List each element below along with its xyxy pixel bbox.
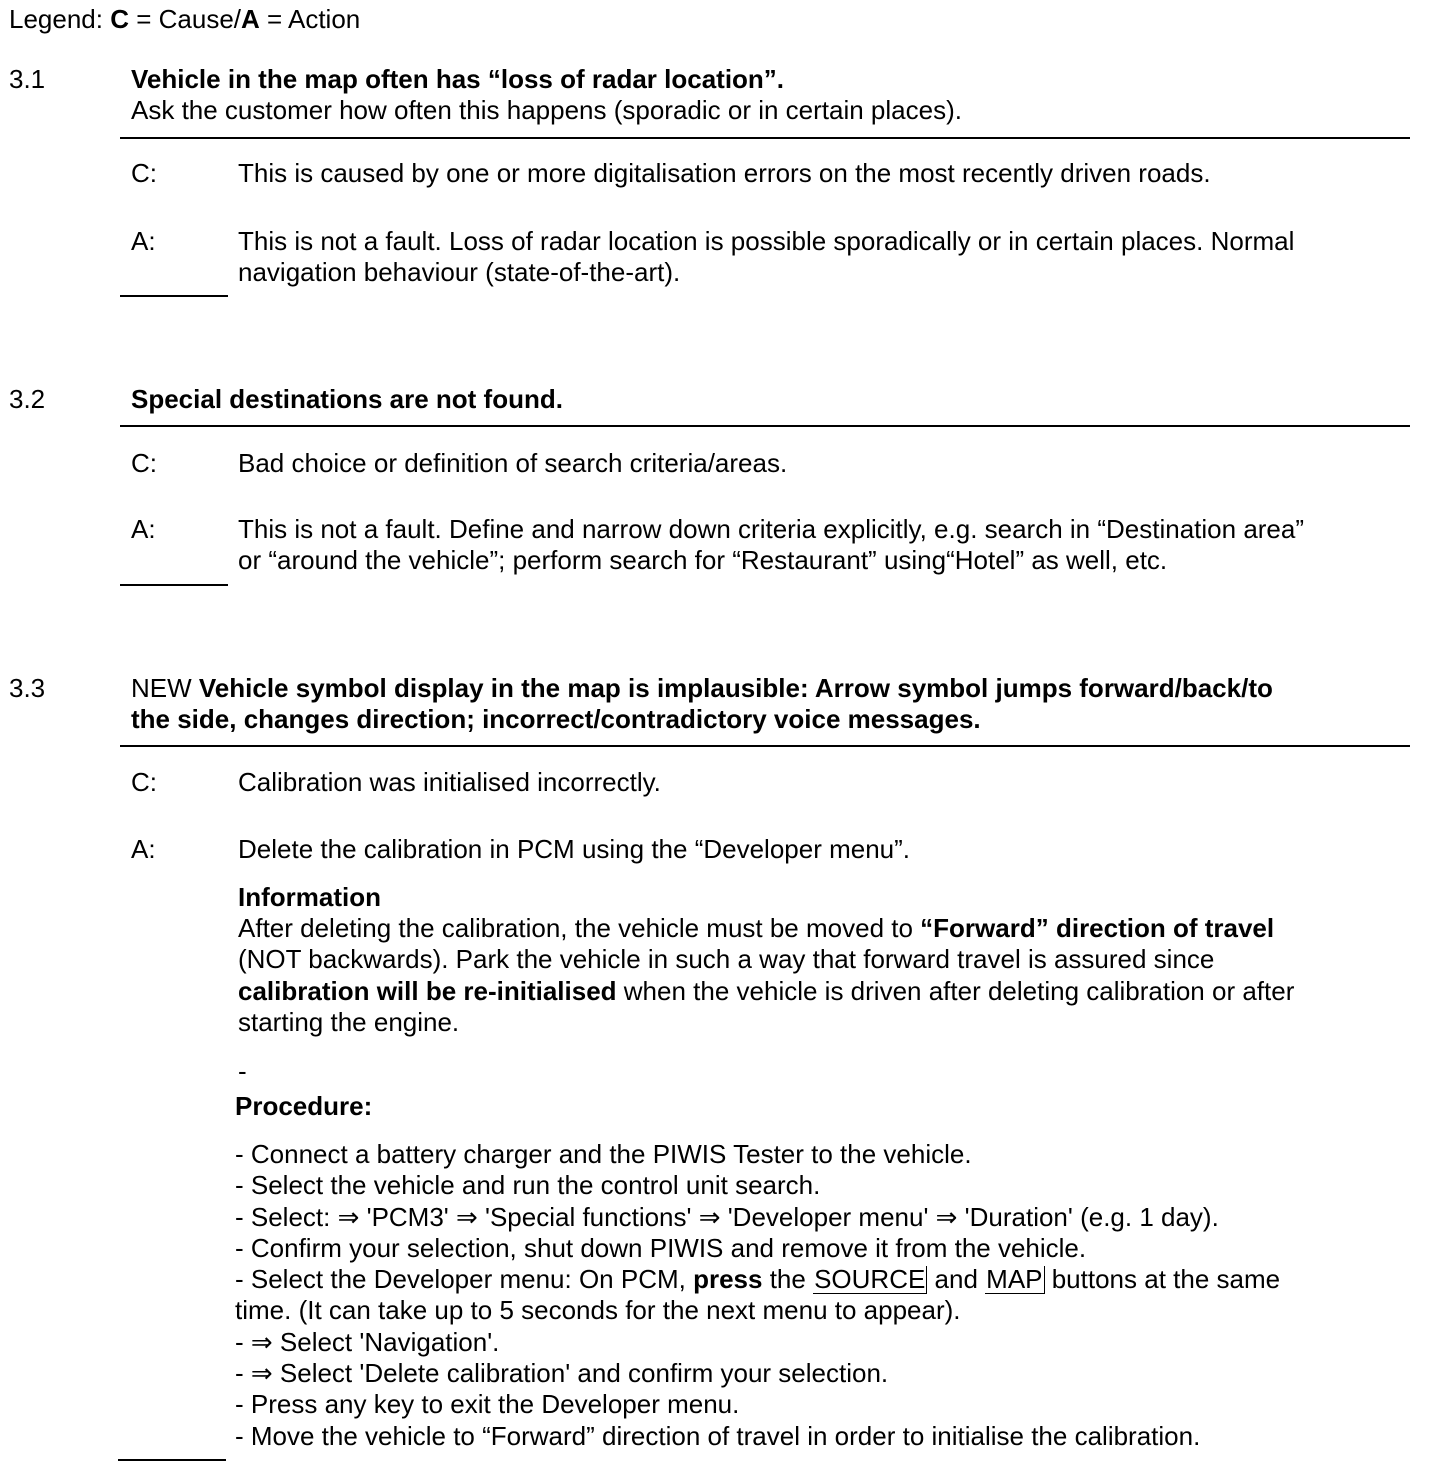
section-title-line: Vehicle symbol display in the map is implausible: Arrow symbol jumps forward/back/to — [198, 673, 1273, 703]
section-divider — [120, 137, 1410, 139]
action-text: This is not a fault. Loss of radar location is possible sporadically or in certain places. Normal — [238, 226, 1295, 256]
end-rule — [118, 1459, 226, 1461]
legend-a-text: = Action — [259, 4, 361, 34]
procedure-heading: Procedure: — [235, 1091, 373, 1121]
cause-text: This is caused by one or more digitalisation errors on the most recently driven roads. — [238, 158, 1211, 188]
info-text: starting the engine. — [238, 1007, 460, 1037]
procedure-step: - Select the vehicle and run the control unit search. — [235, 1170, 821, 1200]
cause-label: C: — [131, 767, 157, 797]
step-text: the — [762, 1264, 814, 1294]
legend-c-text: = Cause/ — [129, 4, 242, 34]
procedure-step: - Connect a battery charger and the PIWIS Tester to the vehicle. — [235, 1139, 972, 1169]
source-button-label: SOURCE — [814, 1264, 926, 1294]
action-text: This is not a fault. Define and narrow down criteria explicitly, e.g. search in “Destination area” — [238, 514, 1305, 544]
section-title: Vehicle in the map often has “loss of radar location”. — [131, 64, 785, 94]
procedure-step: time. (It can take up to 5 seconds for the next menu to appear). — [235, 1295, 961, 1325]
info-text: (NOT backwards). Park the vehicle in such a way that forward travel is assured since — [238, 944, 1215, 974]
info-text-part: After deleting the calibration, the vehicle must be moved to — [238, 913, 921, 943]
section-divider — [120, 745, 1410, 747]
section-title-line: the side, changes direction; incorrect/contradictory voice messages. — [131, 704, 981, 734]
legend-a: A — [241, 4, 260, 34]
step-text: buttons at the same — [1044, 1264, 1281, 1294]
procedure-step: - Select: ⇒ 'PCM3' ⇒ 'Special functions' ⇒ 'Developer menu' ⇒ 'Duration' (e.g. 1 day). — [235, 1202, 1219, 1232]
info-text-part: when the vehicle is driven after deleting calibration or after — [616, 976, 1295, 1006]
procedure-step: - ⇒ Select 'Navigation'. — [235, 1327, 500, 1357]
cause-text: Calibration was initialised incorrectly. — [238, 767, 661, 797]
action-text: Delete the calibration in PCM using the “Developer menu”. — [238, 834, 911, 864]
legend — [9, 4, 360, 35]
cause-label: C: — [131, 158, 157, 188]
info-text — [238, 913, 1274, 944]
step-text: and — [927, 1264, 986, 1294]
action-label: A: — [131, 514, 156, 544]
section-number: 3.2 — [9, 384, 46, 414]
section-title — [131, 673, 1273, 704]
info-text-emphasis: calibration will be re-initialised — [238, 976, 617, 1006]
legend-c: C — [110, 4, 129, 34]
step-emphasis: press — [693, 1264, 763, 1294]
section-subtitle: Ask the customer how often this happens (sporadic or in certain places). — [131, 95, 962, 125]
info-text — [238, 976, 1294, 1007]
section-number: 3.1 — [9, 64, 46, 94]
procedure-step — [235, 1264, 1280, 1295]
action-text: navigation behaviour (state-of-the-art). — [238, 257, 681, 287]
end-rule — [120, 295, 228, 297]
cause-label: C: — [131, 448, 157, 478]
action-label: A: — [131, 834, 156, 864]
procedure-step: - Move the vehicle to “Forward” direction of travel in order to initialise the calibration. — [235, 1421, 1201, 1451]
procedure-step: - ⇒ Select 'Delete calibration' and confirm your selection. — [235, 1358, 889, 1388]
procedure-step: - Confirm your selection, shut down PIWIS and remove it from the vehicle. — [235, 1233, 1087, 1263]
section-title: Special destinations are not found. — [131, 384, 563, 414]
info-text-emphasis: “Forward” direction of travel — [920, 913, 1275, 943]
action-label: A: — [131, 226, 156, 256]
step-text: - Select the Developer menu: On PCM, — [235, 1264, 694, 1294]
new-marker: NEW — [131, 673, 199, 703]
dash-marker: - — [238, 1056, 247, 1086]
section-number: 3.3 — [9, 673, 46, 703]
procedure-step: - Press any key to exit the Developer menu. — [235, 1389, 740, 1419]
cause-text: Bad choice or definition of search criteria/areas. — [238, 448, 788, 478]
map-button-label: MAP — [986, 1264, 1043, 1294]
legend-prefix: Legend: — [9, 4, 111, 34]
action-text: or “around the vehicle”; perform search for “Restaurant” using“Hotel” as well, etc. — [238, 545, 1168, 575]
info-heading: Information — [238, 882, 381, 912]
end-rule — [120, 584, 228, 586]
section-divider — [120, 425, 1410, 427]
